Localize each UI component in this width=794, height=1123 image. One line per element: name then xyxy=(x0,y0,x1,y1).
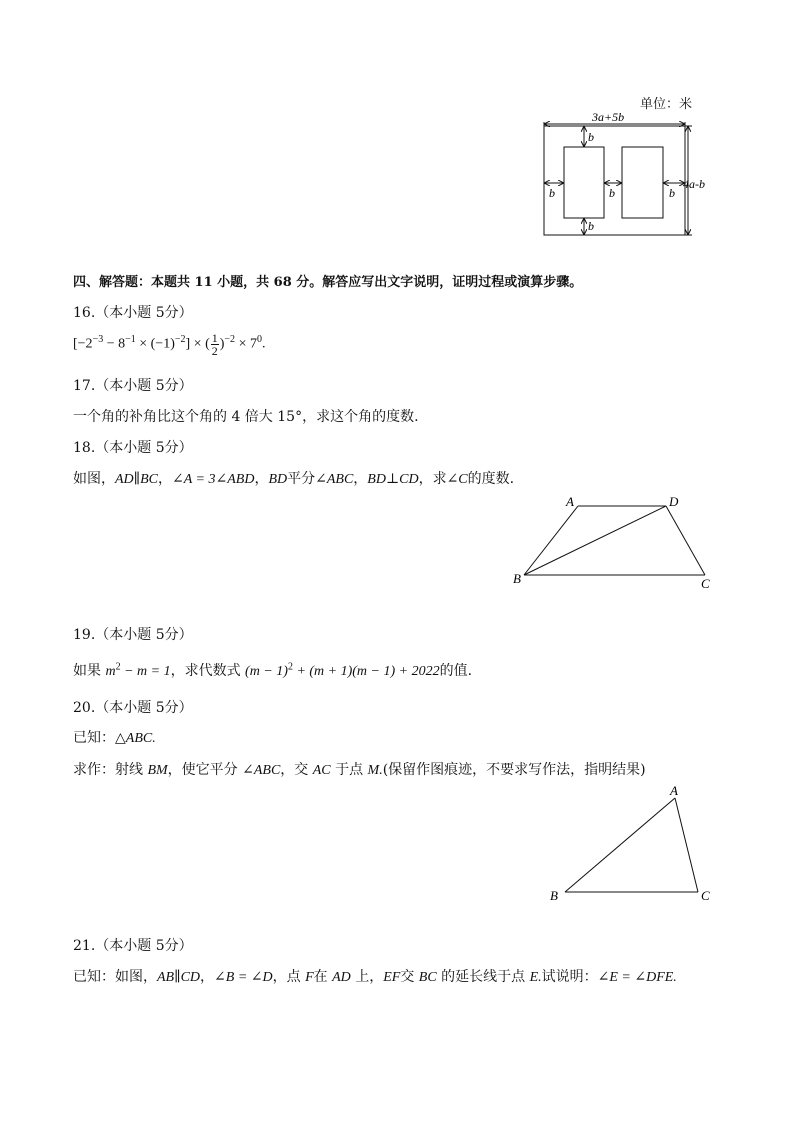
outer-rect xyxy=(544,126,685,235)
label-width: 3a+5b xyxy=(592,110,625,124)
point-b: B xyxy=(513,571,521,586)
unit-label: 单位：米 xyxy=(640,97,693,112)
q17-text: 一个角的补角比这个角的 4 倍大 15°，求这个角的度数. xyxy=(73,409,419,425)
point-a: A xyxy=(670,783,678,798)
segment-ab xyxy=(565,798,675,892)
point-d: D xyxy=(669,494,679,509)
segment-bd xyxy=(524,506,666,575)
inner-rect-right xyxy=(622,147,663,218)
label-height: 4a-b xyxy=(683,177,705,191)
label-b-middle: b xyxy=(609,186,615,200)
q21-text: 已知：如图，AB∥CD，∠B = ∠D，点 F在 AD 上，EF交 BC 的延长线于点 E.试说明：∠E = ∠DFE. xyxy=(73,969,677,985)
inner-rect-left xyxy=(564,147,604,218)
point-b: B xyxy=(550,888,558,903)
q20-label: 20.（本小题 5分） xyxy=(73,700,193,716)
section-heading: 四、解答题：本题共 11 小题，共 68 分。解答应写出文字说明，证明过程或演算步骤。 xyxy=(73,275,583,290)
q16-expression: $[-2^{-3} - 8^{-1} \times (-1)^{-2}]$ × ( $\frac{1}{2}$ )$^{-2} \times 7^0$. xyxy=(73,331,266,358)
q19-text: 如果 $m^2 - m = 1$，求代数式 $(m - 1)^2 + (m + 1)(m - 1) + 2022$的值. xyxy=(73,661,473,679)
q18-label: 18.（本小题 5分） xyxy=(73,440,193,456)
q20-requirement: 求作：射线 BM，使它平分 ∠ABC，交 AC 于点 M.(保留作图痕迹，不要求写作法，指明结果) xyxy=(73,762,646,778)
point-c: C xyxy=(701,576,710,591)
label-b-right: b xyxy=(669,186,675,200)
point-c: C xyxy=(701,888,710,903)
label-b-top: b xyxy=(588,130,594,144)
q19-label: 19.（本小题 5分） xyxy=(73,627,193,643)
q18-trapezoid-figure xyxy=(508,490,723,592)
segment-ab xyxy=(524,506,578,575)
label-b-bottom: b xyxy=(588,219,594,233)
point-a: A xyxy=(566,494,574,509)
q17-label: 17.（本小题 5分） xyxy=(73,378,193,394)
q20-triangle-figure xyxy=(545,782,720,907)
q21-label: 21.（本小题 5分） xyxy=(73,938,193,954)
q16-label: 16.（本小题 5分） xyxy=(73,305,193,321)
q20-given: 已知：△ABC. xyxy=(73,730,156,746)
label-b-left: b xyxy=(549,186,555,200)
segment-ac xyxy=(675,798,698,892)
q18-text: 如图，AD∥BC，∠A = 3∠ABD，BD平分∠ABC，BD⊥CD，求∠C的度数. xyxy=(73,471,515,487)
segment-dc xyxy=(666,506,705,575)
rectangle-figure xyxy=(530,110,720,242)
